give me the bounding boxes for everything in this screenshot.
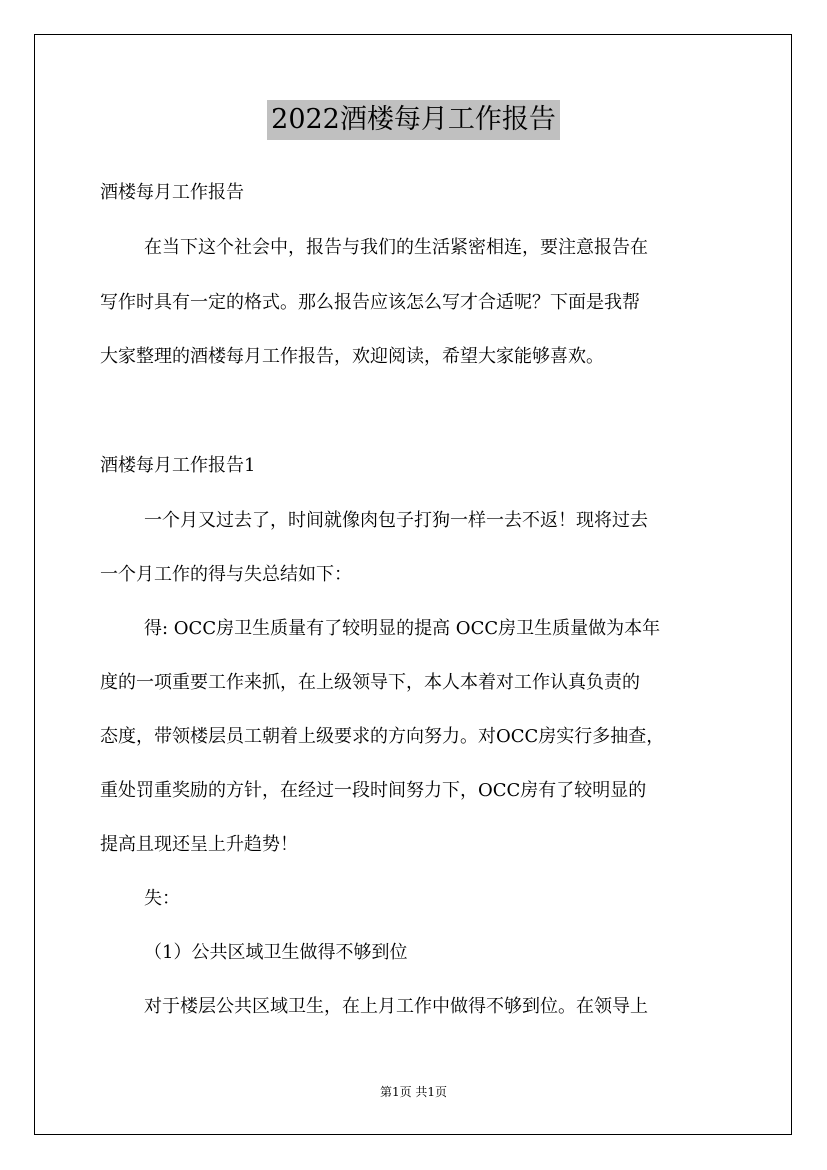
section-heading: 酒楼每月工作报告: [100, 182, 244, 203]
intro-line-2: 写作时具有一定的格式。那么报告应该怎么写才合适呢？下面是我帮: [100, 292, 640, 313]
loss-item-1: （1）公共区域卫生做得不够到位: [144, 942, 408, 963]
body-line-4: 度的一项重要工作来抓，在上级领导下，本人本着对工作认真负责的: [100, 672, 640, 693]
body-line-7: 提高且现还呈上升趋势！: [100, 834, 298, 855]
document-title: 2022酒楼每月工作报告: [267, 100, 560, 140]
body-line-2: 一个月工作的得与失总结如下：: [100, 564, 352, 585]
body-line-1: 一个月又过去了，时间就像肉包子打狗一样一去不返！现将过去: [144, 510, 648, 531]
loss-heading: 失：: [144, 888, 180, 909]
body-line-8: 对于楼层公共区域卫生，在上月工作中做得不够到位。在领导上: [144, 996, 648, 1017]
body-line-3: 得: OCC房卫生质量有了较明显的提高 OCC房卫生质量做为本年: [144, 618, 661, 639]
body-line-6: 重处罚重奖励的方针，在经过一段时间努力下，OCC房有了较明显的: [100, 780, 647, 801]
body-line-5: 态度，带领楼层员工朝着上级要求的方向努力。对OCC房实行多抽查，: [100, 726, 665, 747]
report-1-heading: 酒楼每月工作报告1: [100, 455, 256, 476]
title-container: [0, 100, 827, 140]
intro-line-3: 大家整理的酒楼每月工作报告，欢迎阅读，希望大家能够喜欢。: [100, 346, 604, 367]
intro-line-1: 在当下这个社会中，报告与我们的生活紧密相连，要注意报告在: [144, 237, 648, 258]
page-footer: 第1页 共1页: [379, 1085, 448, 1099]
